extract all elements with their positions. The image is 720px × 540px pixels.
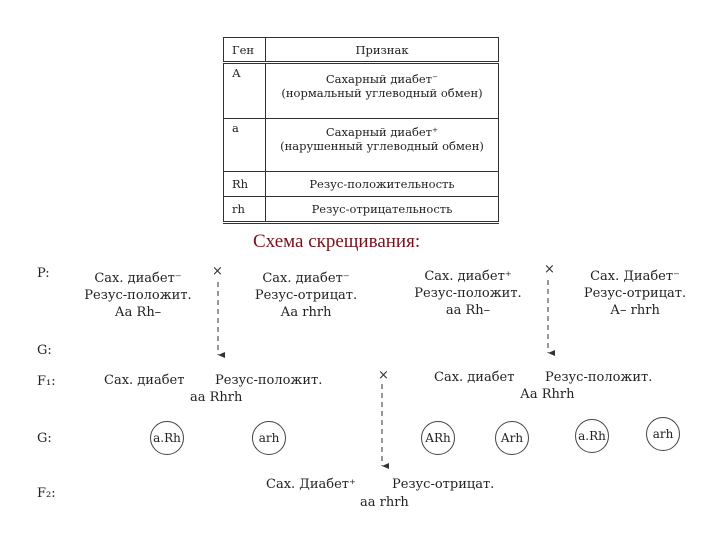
trait-line: Сахарный диабет⁻ (325, 72, 439, 86)
table-header-gene: Ген (224, 38, 266, 63)
parent-genotype: аа Rh– (445, 303, 491, 318)
parent-trait: Сах. Диабет⁻ (590, 269, 680, 284)
f1-right-trait: Сах. диабет (434, 370, 515, 385)
parent-trait: Сах. диабет⁻ (262, 271, 350, 286)
gamete-circle: arh (252, 421, 286, 455)
cross-symbol: × (378, 368, 389, 383)
parent-rhesus: Резус-положит. (84, 288, 192, 303)
parent-trait: Сах. диабет⁺ (424, 269, 512, 284)
trait-line: (нарушенный углеводный обмен) (280, 139, 484, 153)
trait-line: (нормальный углеводный обмен) (281, 86, 483, 100)
gamete-circle: a.Rh (150, 421, 184, 455)
gamete-circle: a.Rh (575, 419, 609, 453)
parent-genotype: Аа Rh– (114, 305, 162, 320)
table-gene-cell: rh (224, 197, 266, 223)
parent-rhesus: Резус-положит. (414, 286, 522, 301)
f1-left-rhesus: Резус-положит. (215, 373, 323, 388)
cross-symbol: × (212, 264, 223, 279)
label-f2: F₂: (37, 486, 56, 501)
label-f1: F₁: (37, 374, 56, 389)
table-trait-cell: Резус-отрицательность (266, 197, 499, 223)
f1-left-trait: Сах. диабет (104, 373, 185, 388)
f2-genotype: аа rhrh (360, 495, 409, 510)
f2-trait: Сах. Диабет⁺ (266, 477, 356, 492)
f2-rhesus: Резус-отрицат. (392, 477, 495, 492)
table-gene-cell: а (224, 119, 266, 172)
f1-right-rhesus: Резус-положит. (545, 370, 653, 385)
parent-genotype: Аа rhrh (280, 305, 332, 320)
parent-genotype: А– rhrh (610, 303, 660, 318)
gamete-circle: Arh (495, 421, 529, 455)
f1-right-genotype: Аа Rhrh (520, 387, 575, 402)
gamete-circle: ARh (421, 421, 455, 455)
label-g1: G: (37, 343, 52, 358)
trait-line: Сахарный диабет⁺ (325, 125, 439, 139)
scheme-title: Схема скрещивания: (253, 231, 421, 252)
parent-trait: Сах. диабет⁻ (94, 271, 182, 286)
label-p: P: (37, 266, 50, 281)
table-gene-cell: Rh (224, 172, 266, 197)
label-g2: G: (37, 431, 52, 446)
parent-rhesus: Резус-отрицат. (583, 286, 687, 301)
cross-symbol: × (544, 262, 555, 277)
table-header-trait: Признак (266, 38, 499, 63)
f1-left-genotype: аа Rhrh (190, 390, 243, 405)
table-trait-cell: Резус-положительность (266, 172, 499, 197)
gamete-circle: arh (646, 417, 680, 451)
parent-rhesus: Резус-отрицат. (254, 288, 358, 303)
table-gene-cell: А (224, 63, 266, 119)
